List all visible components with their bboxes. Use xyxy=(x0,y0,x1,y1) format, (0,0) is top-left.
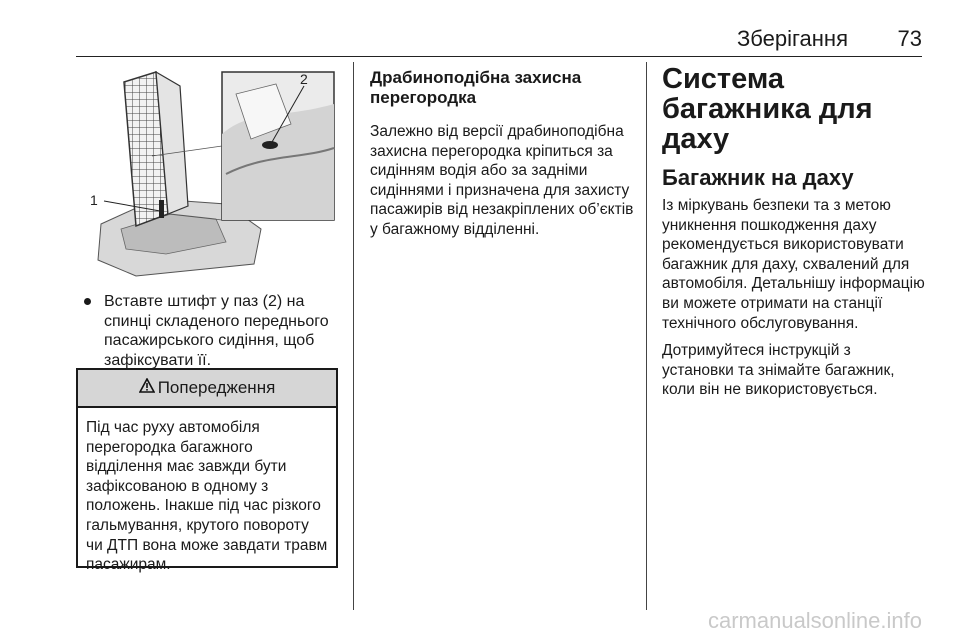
partition-heading: Драбиноподібна захисна перегородка xyxy=(370,68,582,107)
partition-illustration xyxy=(76,64,338,278)
partition-paragraph: Залежно від версії драбиноподібна захисна перегородка кріпиться за сидінням водія або за задніми сидіннями і призначена для захисту пасажирів від незакріплених об’єктів у багажному відділенні. xyxy=(370,123,634,238)
callout-1-label: 1 xyxy=(90,192,98,208)
section-title: Зберігання xyxy=(737,26,848,51)
header-divider xyxy=(76,56,922,57)
callout-2-label: 2 xyxy=(300,71,308,87)
watermark-link[interactable]: carmanualsonline.info xyxy=(707,608,922,633)
middle-column xyxy=(370,68,634,240)
roof-rack-paragraph-1: Із міркувань безпеки та з метою уникнення пошкодження даху рекомендується використовувати багажник для даху, схвалений для автомобіля. Детальнішу інформацію ви можете отримати на станції технічного обслуговування. xyxy=(662,197,925,332)
roof-rack-subheading: Багажник на даху xyxy=(662,165,854,190)
warning-triangle-icon xyxy=(139,378,155,398)
warning-title: Попередження xyxy=(157,378,276,397)
bullet-icon xyxy=(84,298,91,305)
warning-header xyxy=(78,370,336,408)
warning-box xyxy=(76,368,338,574)
roof-rack-paragraph-2: Дотримуйтеся інструкцій з установки та знімайте багажник, коли він не використовується. xyxy=(662,342,895,399)
column-divider-right xyxy=(646,62,647,610)
page-number: 73 xyxy=(897,26,922,51)
warning-body: Під час руху автомобіля перегородка багажного відділення має завжди бути зафіксованою в одному з положень. Інакше під час різкого гальмування, крутого повороту чи ДТП вона може завдати травм пасажирам. xyxy=(86,419,328,574)
bullet-text: Вставте штифт у паз (2) на спинці складеного переднього пасажирського сидіння, щоб зафіксувати її. xyxy=(104,293,329,369)
column-divider-left xyxy=(353,62,354,610)
right-column xyxy=(662,64,926,408)
roof-system-heading: Система багажника для даху xyxy=(662,63,873,155)
instruction-bullet xyxy=(76,292,340,370)
